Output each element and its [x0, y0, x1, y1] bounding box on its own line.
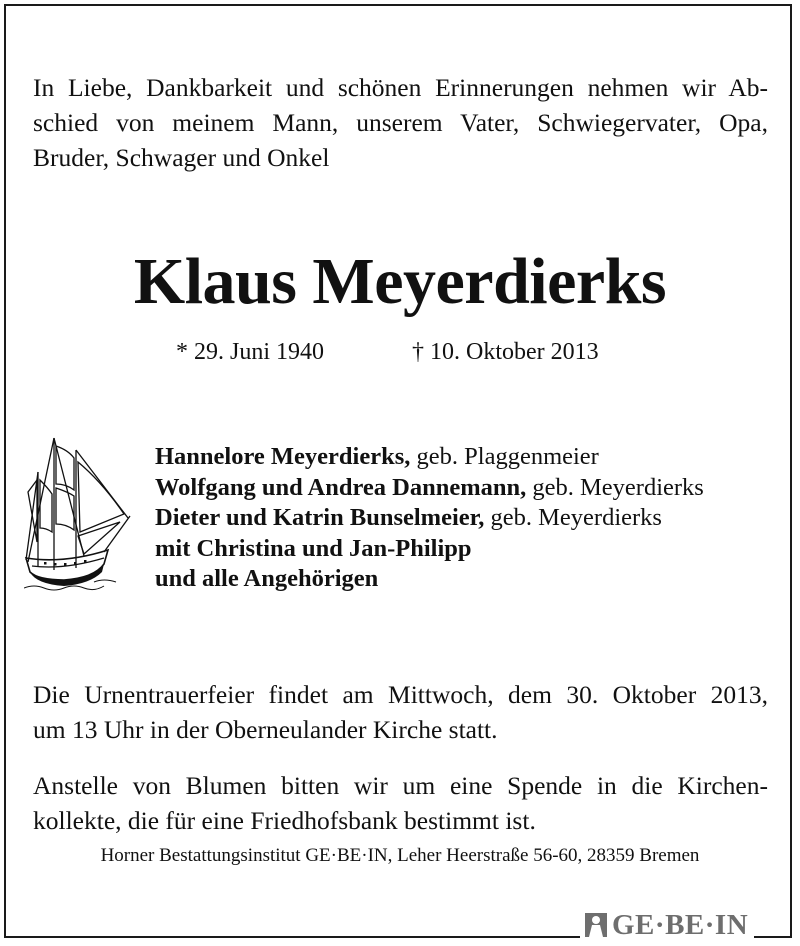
mourners-list	[155, 442, 704, 595]
mourner-row	[155, 534, 704, 565]
mourner-suffix: geb. Meyerdierks	[484, 504, 662, 531]
mourner-row	[155, 473, 704, 504]
mourner-names: und alle Angehörigen	[155, 565, 379, 592]
deceased-name: Klaus Meyerdierks	[133, 245, 667, 318]
ceremony-line: Die Urnentrauerfeier findet am Mittwoch, dem 30. Oktober 2013,	[33, 680, 768, 709]
mourner-suffix: geb. Meyerdierks	[526, 473, 704, 501]
logo-text: GE·BE·IN	[612, 908, 749, 941]
intro-line: Bruder, Schwager und Onkel	[33, 143, 330, 172]
donation-line: kollekte, die für eine Friedhofsbank bestimmt ist.	[33, 806, 536, 835]
gebein-logo	[580, 907, 754, 943]
donation-text	[33, 768, 768, 838]
intro-text	[33, 70, 768, 175]
ceremony-line: um 13 Uhr in der Oberneulander Kirche statt.	[33, 715, 498, 744]
mourner-names: mit Christina und Jan-Philipp	[155, 534, 472, 562]
mourner-row	[155, 442, 704, 473]
sailing-ship-icon	[24, 432, 132, 592]
mourner-names: Hannelore Meyerdierks,	[155, 443, 411, 470]
birth-date: * 29. Juni 1940	[176, 339, 325, 365]
mourner-row	[155, 503, 704, 534]
ceremony-text	[33, 677, 768, 747]
figure-logo-icon	[584, 911, 608, 939]
death-date: † 10. Oktober 2013	[412, 339, 599, 365]
mourner-names: Dieter und Katrin Bunselmeier,	[155, 504, 485, 531]
intro-line: In Liebe, Dankbarkeit und schönen Erinnerungen nehmen wir Ab-	[33, 73, 768, 102]
mourner-names: Wolfgang und Andrea Dannemann,	[155, 473, 527, 501]
funeral-home-info: Horner Bestattungsinstitut GE·BE·IN, Leher Heerstraße 56-60, 28359 Bremen	[100, 845, 700, 866]
intro-line: schied von meinem Mann, unserem Vater, Schwiegervater, Opa,	[33, 108, 768, 137]
mourner-suffix: geb. Plaggenmeier	[410, 443, 599, 470]
donation-line: Anstelle von Blumen bitten wir um eine Spende in die Kirchen-	[33, 771, 768, 800]
mourner-row	[155, 564, 704, 595]
